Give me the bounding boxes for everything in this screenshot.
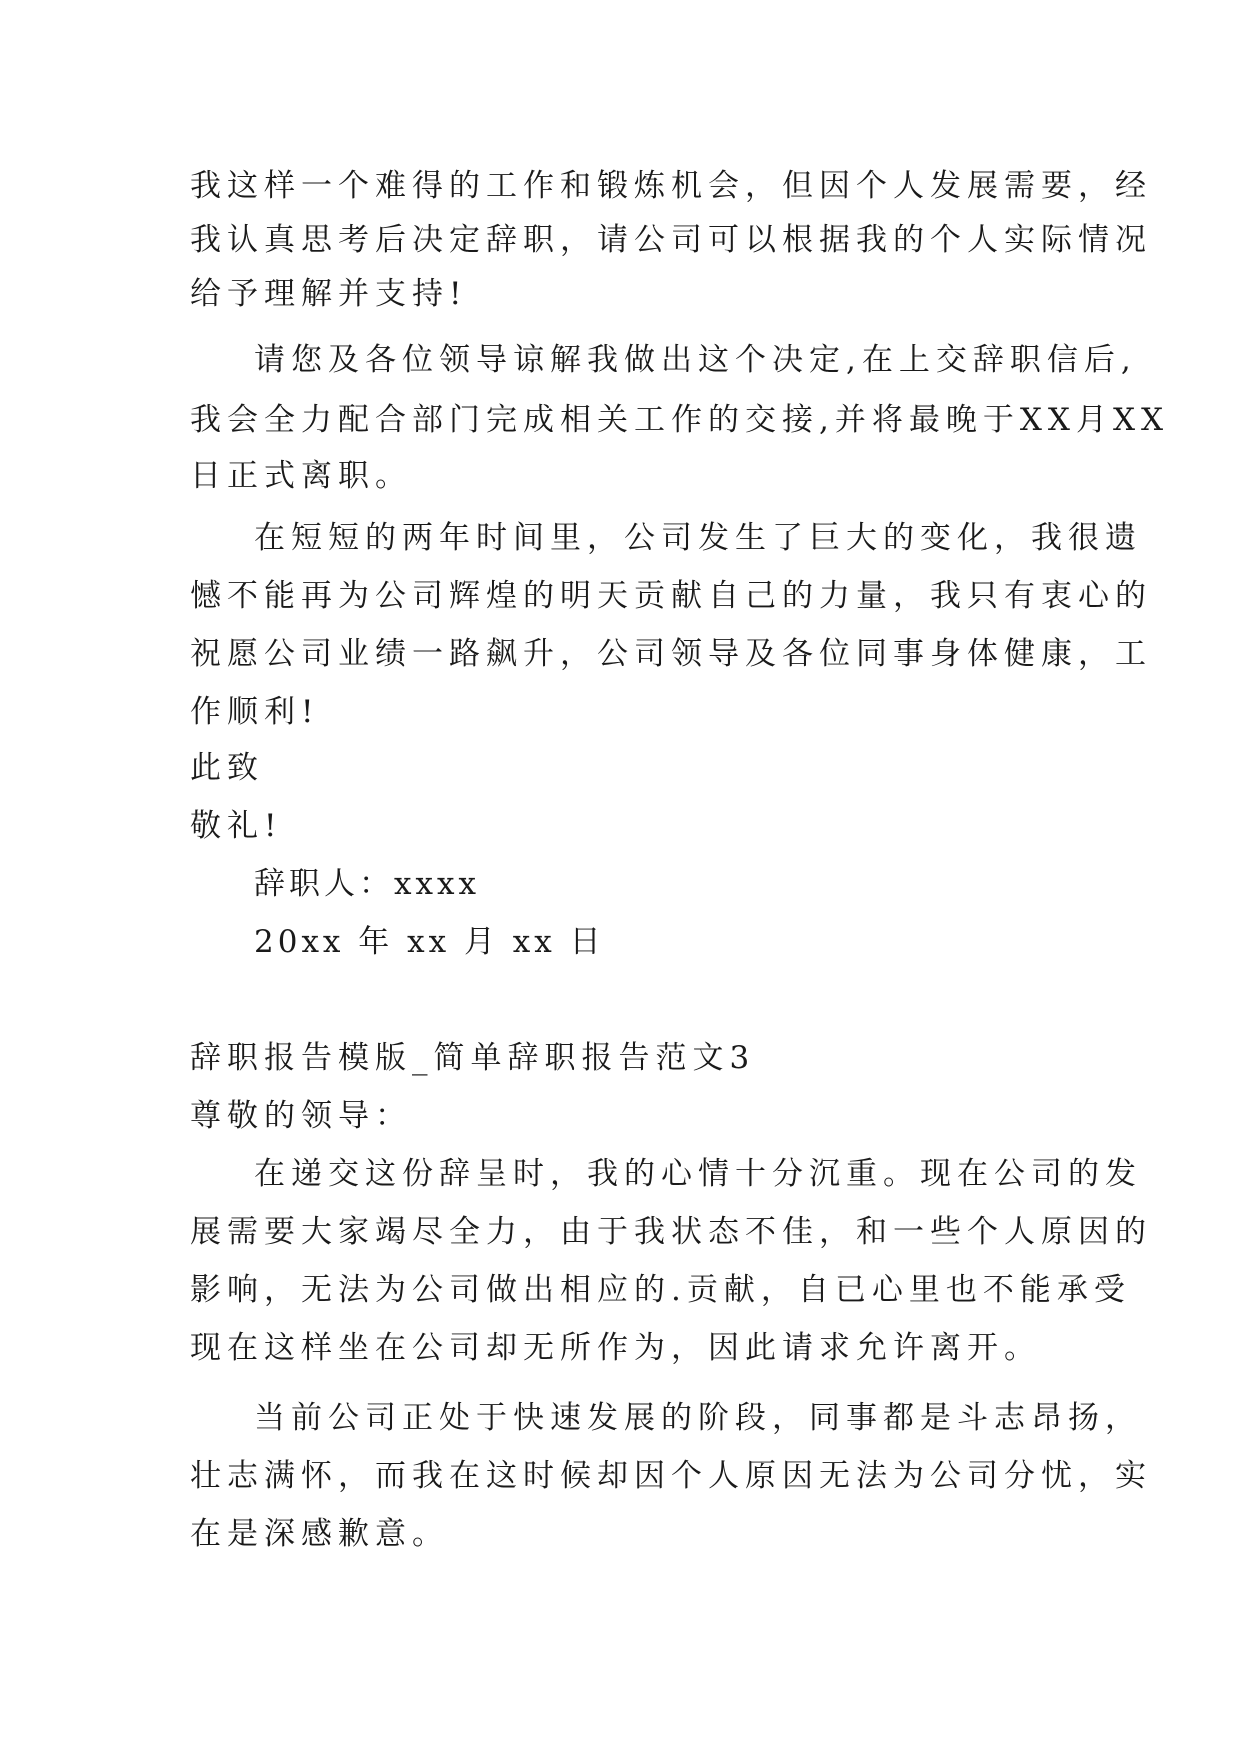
signature-date: 20xx 年 xx 月 xx 日 [254, 924, 605, 960]
paragraph-line: 在递交这份辞呈时，我的心情十分沉重。现在公司的发 [254, 1156, 1142, 1192]
closing-line: 敬礼! [190, 808, 283, 844]
paragraph-line: 在短短的两年时间里，公司发生了巨大的变化，我很遗 [254, 520, 1142, 556]
closing-line: 此致 [190, 750, 264, 786]
paragraph-line: 当前公司正处于快速发展的阶段，同事都是斗志昂扬， [254, 1400, 1142, 1436]
signature-name: 辞职人：xxxx [254, 866, 480, 902]
paragraph-line: 祝愿公司业绩一路飙升，公司领导及各位同事身体健康，工 [190, 636, 1152, 672]
section-heading: 辞职报告模版_简单辞职报告范文3 [190, 1040, 756, 1076]
paragraph-line: 作顺利! [190, 694, 320, 730]
paragraph-line: 壮志满怀，而我在这时候却因个人原因无法为公司分忧，实 [190, 1458, 1152, 1494]
paragraph-line: 给予理解并支持! [190, 276, 468, 312]
paragraph-line: 憾不能再为公司辉煌的明天贡献自己的力量，我只有衷心的 [190, 578, 1152, 614]
paragraph-line: 我会全力配合部门完成相关工作的交接,并将最晚于XX月XX [190, 402, 1170, 438]
paragraph-line: 我这样一个难得的工作和锻炼机会，但因个人发展需要，经 [190, 168, 1152, 204]
salutation: 尊敬的领导： [190, 1098, 412, 1134]
paragraph-line: 在是深感歉意。 [190, 1516, 449, 1552]
paragraph-line: 我认真思考后决定辞职，请公司可以根据我的个人实际情况 [190, 222, 1152, 258]
paragraph-line: 现在这样坐在公司却无所作为，因此请求允许离开。 [190, 1330, 1041, 1366]
paragraph-line: 展需要大家竭尽全力，由于我状态不佳，和一些个人原因的 [190, 1214, 1152, 1250]
paragraph-line: 请您及各位领导谅解我做出这个决定,在上交辞职信后, [254, 342, 1137, 378]
paragraph-line: 影响，无法为公司做出相应的.贡献，自已心里也不能承受 [190, 1272, 1131, 1308]
paragraph-line: 日正式离职。 [190, 458, 412, 494]
